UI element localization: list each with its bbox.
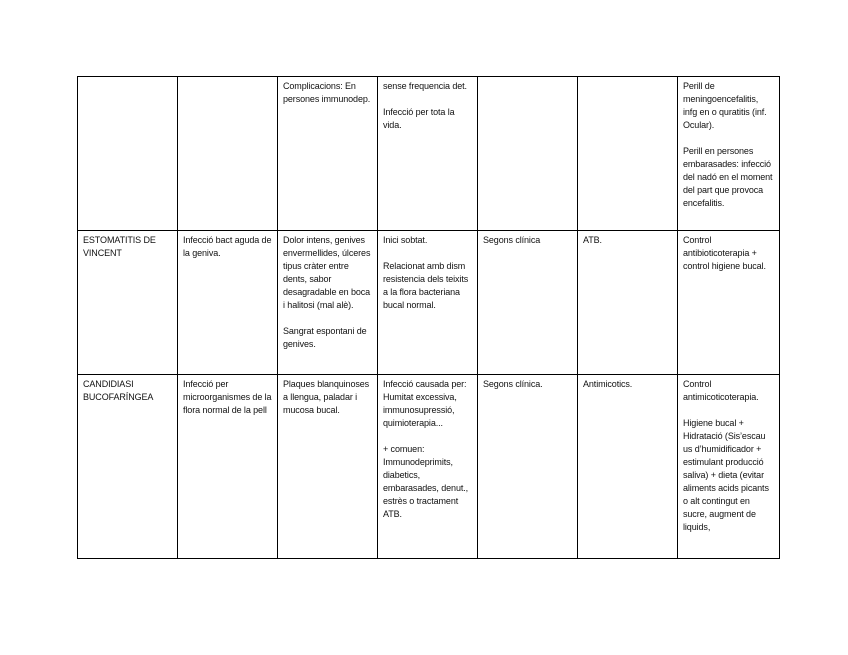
- table-cell-condition: [78, 375, 178, 559]
- table-cell-diagnosis: [478, 77, 578, 231]
- cell-paragraph: Plaques blanquinoses a llengua, paladar i mucosa bucal.: [283, 379, 370, 415]
- table-cell-care: [678, 77, 780, 231]
- table-cell-condition: [78, 231, 178, 375]
- cell-paragraph: Infecció per microorganismes de la flora normal de la pell: [183, 379, 272, 415]
- table-row: [78, 375, 780, 559]
- cell-paragraph: Relacionat amb dism resistencia dels teixits a la flora bacteriana bucal normal.: [383, 261, 469, 310]
- cell-paragraph: Higiene bucal + Hidratació (Sis’escau us d’humidificador + estimulant producció saliva) + dieta (evitar aliments acids picants o alt contingut en sucre, augment de liquids,: [683, 418, 769, 532]
- table-cell-treatment: [578, 231, 678, 375]
- table-cell-causes: [378, 375, 478, 559]
- cell-paragraph: Antimicotics.: [583, 379, 633, 389]
- cell-paragraph: Inici sobtat.: [383, 235, 428, 245]
- cell-paragraph: Segons clínica: [483, 235, 541, 245]
- table-cell-care: [678, 231, 780, 375]
- cell-paragraph: Perill de meningoencefalitis, infg en o quratitis (inf. Ocular).: [683, 81, 767, 130]
- table-cell-causes: [378, 77, 478, 231]
- table-cell-causes: [378, 231, 478, 375]
- cell-paragraph: Segons clínica.: [483, 379, 543, 389]
- table-cell-definition: [178, 231, 278, 375]
- cell-paragraph: Control antimicoticoterapia.: [683, 379, 759, 402]
- cell-paragraph: Control antibioticoterapia + control higiene bucal.: [683, 235, 766, 271]
- cell-paragraph: Dolor intens, genives envermellides, úlceres tipus cràter entre dents, sabor desagradable en boca i halitosi (mal alè).: [283, 235, 371, 310]
- table-cell-treatment: [578, 77, 678, 231]
- cell-paragraph: Sangrat espontani de genives.: [283, 326, 367, 349]
- table-cell-definition: [178, 77, 278, 231]
- table-cell-diagnosis: [478, 231, 578, 375]
- cell-paragraph: Perill en persones embarasades: infecció del nadó en el moment del part que provoca encefalitis.: [683, 146, 773, 208]
- cell-paragraph: Complicacions: En persones immunodep.: [283, 81, 371, 104]
- cell-paragraph: ATB.: [583, 235, 602, 245]
- cell-paragraph: + comuen: Immunodeprimits, diabetics, embarasades, denut., estrès o tractament ATB.: [383, 444, 469, 519]
- table-cell-symptoms: [278, 375, 378, 559]
- cell-paragraph: Infecció per tota la vida.: [383, 107, 455, 130]
- table-cell-symptoms: [278, 231, 378, 375]
- table-row: [78, 231, 780, 375]
- table-row: [78, 77, 780, 231]
- cell-paragraph: CANDIDIASI BUCOFARÍNGEA: [83, 379, 154, 402]
- table-cell-treatment: [578, 375, 678, 559]
- table-cell-condition: [78, 77, 178, 231]
- cell-paragraph: Infecció causada per: Humitat excessiva, immunosupressió, quimioterapia...: [383, 379, 467, 428]
- disease-table: [77, 76, 780, 559]
- table-cell-symptoms: [278, 77, 378, 231]
- cell-paragraph: Infecció bact aguda de la geniva.: [183, 235, 272, 258]
- table-cell-diagnosis: [478, 375, 578, 559]
- cell-paragraph: sense frequencia det.: [383, 81, 467, 91]
- table-cell-care: [678, 375, 780, 559]
- cell-paragraph: ESTOMATITIS DE VINCENT: [83, 235, 156, 258]
- table-cell-definition: [178, 375, 278, 559]
